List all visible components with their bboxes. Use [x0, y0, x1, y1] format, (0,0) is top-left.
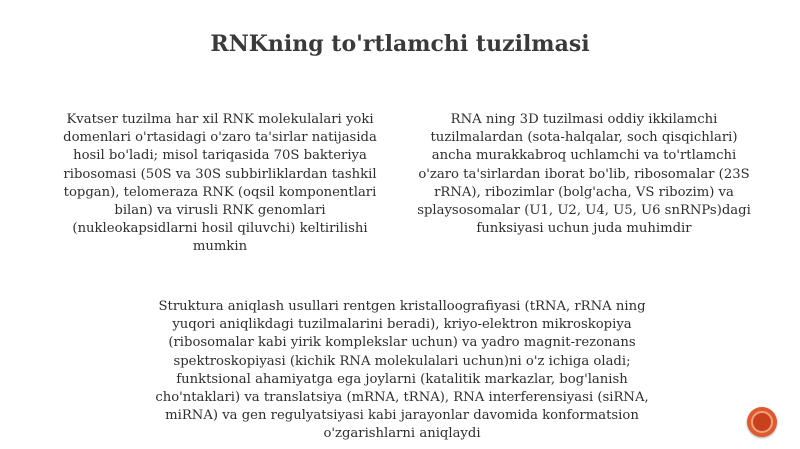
- slide-title: RNKning to'rtlamchi tuzilmasi: [210, 31, 590, 57]
- bottom-paragraph: Struktura aniqlash usullari rentgen kristalloografiyasi (tRNA, rRNA ning yuqori aniqlikdagi tuzilmalarini beradi), kriyo-elektron mikroskopiya (ribosomalar kabi yirik komplekslar uchun) va yadro magnit-rezonans spektroskopiyasi (kichik RNA molekulalari uchun)ni o'z ichiga oladi; funktsional ahamiyatga ega joylarni (katalitik markazlar, bog'lanish cho'ntaklari) va translatsiya (mRNA, tRNA), RNA interferensiyasi (siRNA, miRNA) va gen regulyatsiyasi kabi jarayonlar davomida konformatsion o'zgarishlarni aniqlaydi: [155, 299, 649, 442]
- next-slide-button[interactable]: [747, 407, 777, 437]
- right-paragraph: RNA ning 3D tuzilmasi oddiy ikkilamchi tuzilmalardan (sota-halqalar, soch qisqichlari) ancha murakkabroq uchlamchi va to'rtlamchi o'zaro ta'sirlardan iborat bo'lib, ribosomalar (23S rRNA), ribozimlar (bolg'acha, VS ribozim) va splaysosomalar (U1, U2, U4, U5, U6 snRNPs)dagi funksiyasi uchun juda muhimdir: [417, 112, 751, 237]
- circle-button-icon: [751, 411, 773, 433]
- left-paragraph: Kvatser tuzilma har xil RNK molekulalari yoki domenlari o'rtasidagi o'zaro ta'sirlar natijasida hosil bo'ladi; misol tariqasida 70S bakteriya ribosomasi (50S va 30S subbirliklardan tashkil topgan), telomeraza RNK (oqsil komponentlari bilan) va virusli RNK genomlari (nukleokapsidlarni hosil qiluvchi) keltirilishi mumkin: [63, 112, 377, 255]
